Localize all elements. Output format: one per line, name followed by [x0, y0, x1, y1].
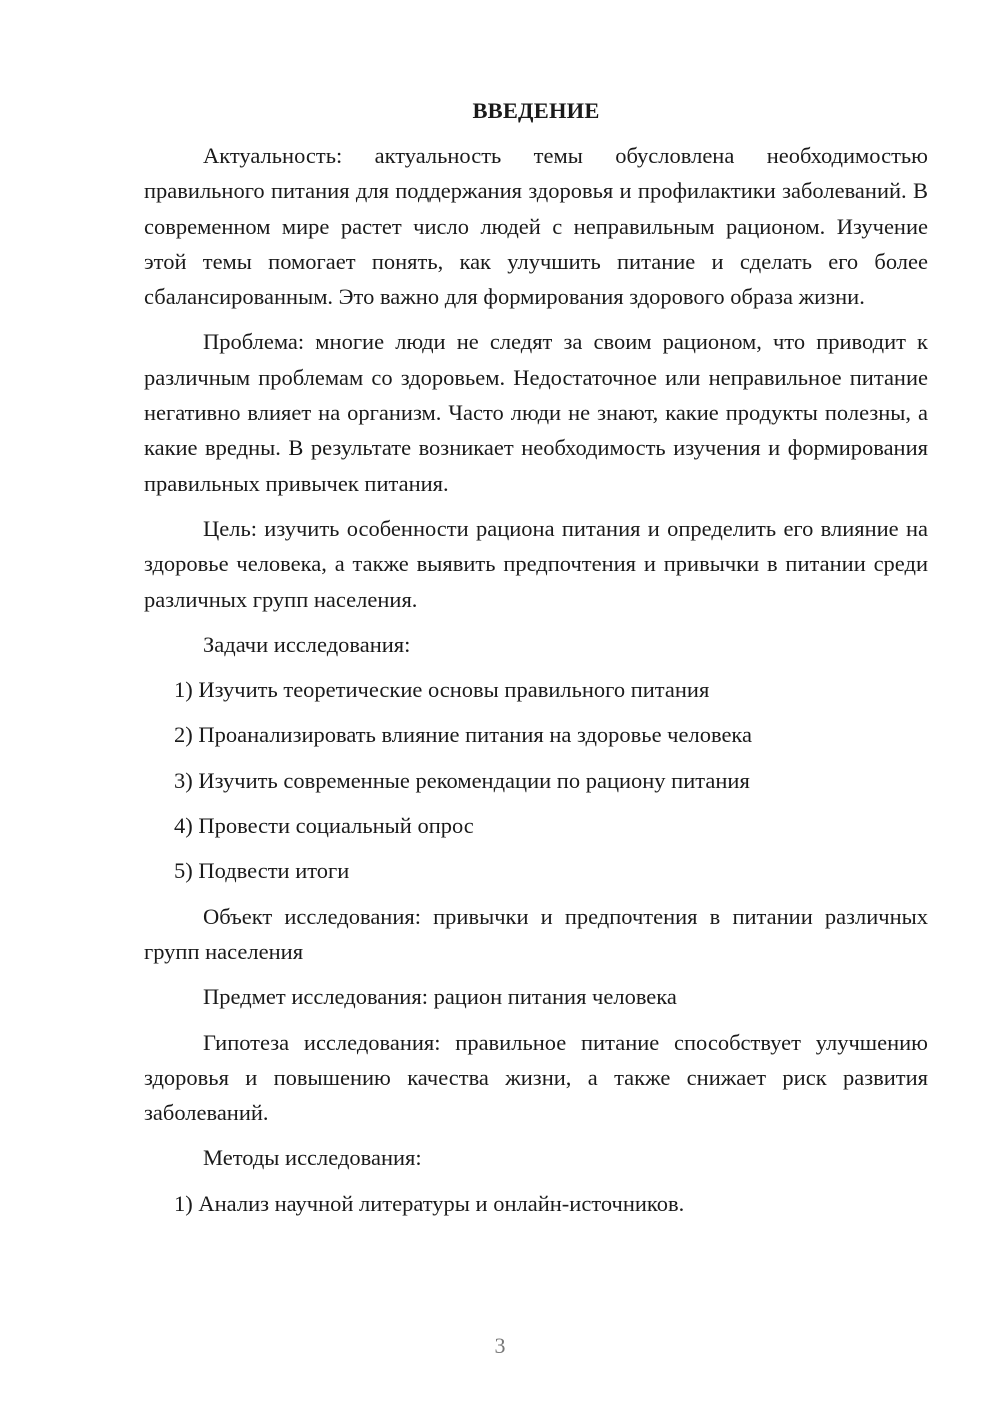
task-item-5: 5) Подвести итоги — [174, 858, 350, 884]
task-item-1: 1) Изучить теоретические основы правильного питания — [174, 677, 710, 703]
object-paragraph: Объект исследования: привычки и предпочтения в питании различных групп населения — [144, 903, 928, 964]
task-item-2: 2) Проанализировать влияние питания на здоровье человека — [174, 722, 753, 748]
page-title: ВВЕДЕНИЕ — [472, 98, 600, 123]
page-content — [144, 92, 928, 1231]
tasks-heading: Задачи исследования: — [203, 631, 411, 657]
task-item-3: 3) Изучить современные рекомендации по рациону питания — [174, 767, 750, 793]
subject-paragraph: Предмет исследования: рацион питания человека — [203, 984, 677, 1010]
hypothesis-paragraph: Гипотеза исследования: правильное питание способствует улучшению здоровья и повышению качества жизни, а также снижает риск развития заболеваний. — [144, 1029, 928, 1126]
methods-heading: Методы исследования: — [203, 1145, 422, 1171]
page-number: 3 — [494, 1333, 506, 1358]
problem-paragraph: Проблема: многие люди не следят за своим рационом, что приводит к различным проблемам со здоровьем. Недостаточное или неправильное питание негативно влияет на организм. Часто люди не знают, какие продукты полезны, а какие вредны. В результате возникает необходимость изучения и формирования правильных привычек питания. — [144, 329, 928, 496]
relevance-paragraph: Актуальность: актуальность темы обусловлена необходимостью правильного питания для поддержания здоровья и профилактики заболеваний. В современном мире растет число людей с неправильным рационом. Изучение этой темы помогает понять, как улучшить питание и сделать его более сбалансированным. Это важно для формирования здорового образа жизни. — [144, 143, 928, 310]
method-item-1: 1) Анализ научной литературы и онлайн-источников. — [174, 1190, 685, 1216]
goal-paragraph: Цель: изучить особенности рациона питания и определить его влияние на здоровье человека, а также выявить предпочтения и привычки в питании среди различных групп населения. — [144, 515, 928, 612]
task-item-4: 4) Провести социальный опрос — [174, 813, 474, 839]
